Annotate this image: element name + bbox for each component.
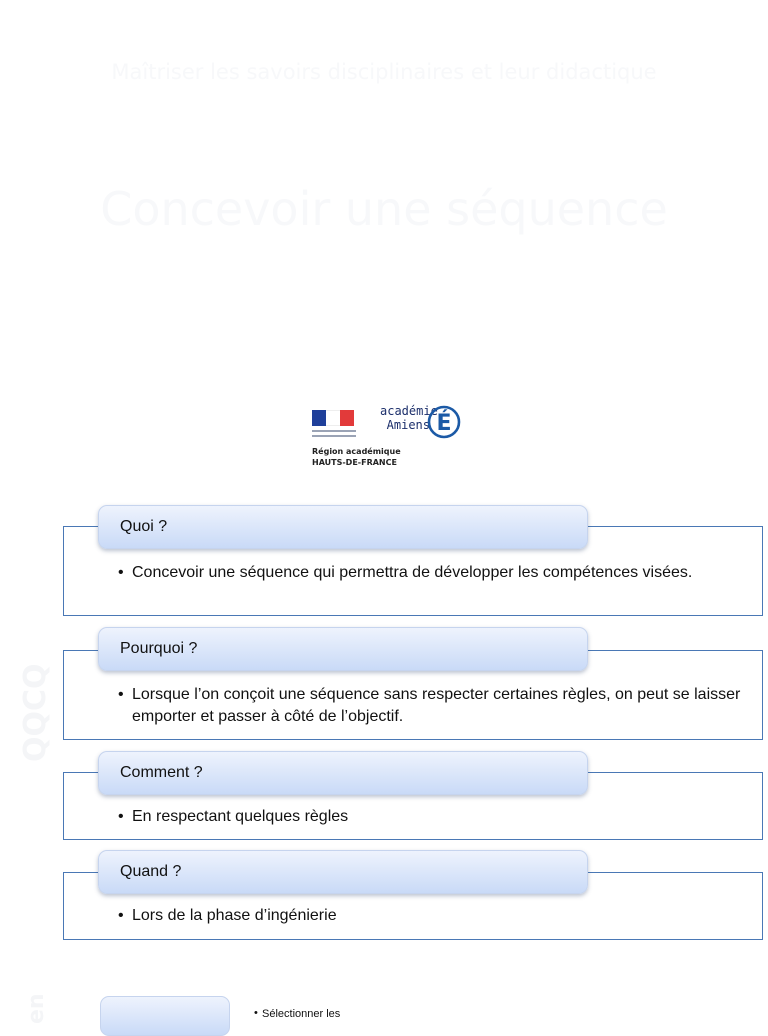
region-label: Région académique HAUTS-DE-FRANCE [312, 447, 401, 467]
bullet-pourquoi: • Lorsque l’on conçoit une séquence sans respecter certaines règles, on peut se laisser emporter et passer à côté de l’objectif. [118, 684, 742, 728]
slide-title: Concevoir une séquence [100, 182, 668, 236]
bullet-comment: • En respectant quelques règles [118, 806, 742, 828]
bullet-quoi: • Concevoir une séquence qui permettra de développer les compétences visées. [118, 562, 742, 584]
next-slide-label-box [100, 996, 230, 1036]
academie-amiens-logo [380, 388, 470, 448]
next-slide-bullet: • Sélectionner les [254, 1008, 340, 1020]
academie-e-icon [426, 388, 462, 446]
section-label-comment: Comment ? [98, 751, 588, 795]
french-flag-icon [312, 410, 354, 426]
section-label-quand: Quand ? [98, 850, 588, 894]
bullet-quand: • Lors de la phase d’ingénierie [118, 905, 742, 927]
academie-letter: É [436, 411, 452, 436]
section-label-quoi: Quoi ? [98, 505, 588, 549]
section-label-pourquoi: Pourquoi ? [98, 627, 588, 671]
academie-line2: Amiens [386, 418, 430, 432]
academie-text [380, 404, 438, 432]
side-label-second: en [24, 993, 49, 1024]
slide-subtitle: Maîtriser les savoirs disciplinaires et leur didactique [111, 60, 657, 84]
flag-caption-lines [312, 430, 356, 440]
academie-line1: académie [380, 404, 438, 418]
side-label-qqcq: QQCQ [18, 663, 53, 762]
